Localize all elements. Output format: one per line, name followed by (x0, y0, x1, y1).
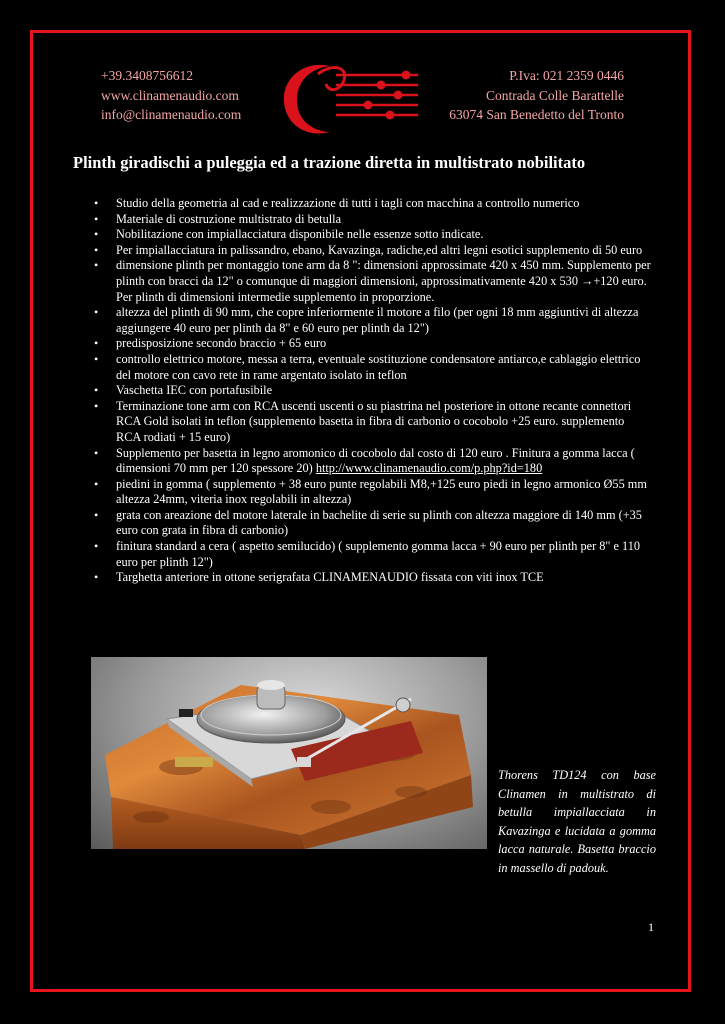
list-item: • Vaschetta IEC con portafusibile (116, 383, 651, 399)
page-title: Plinth giradischi a puleggia ed a trazione diretta in multistrato nobilitato (73, 153, 586, 172)
company-info-block (449, 66, 624, 125)
list-item: • Materiale di costruzione multistrato di betulla (116, 212, 651, 228)
turntable-photo (91, 657, 487, 849)
list-item: • controllo elettrico motore, messa a terra, eventuale sostituzione condensatore antiarco,e cablaggio elettrico del motore con cavo rete in rame argentato isolato in teflon (116, 352, 651, 383)
list-item: • Targhetta anteriore in ottone serigrafata CLINAMENAUDIO fissata con viti inox TCE (116, 570, 651, 586)
contact-block (101, 66, 241, 125)
list-item: • finitura standard a cera ( aspetto semilucido) ( supplemento gomma lacca + 90 euro per plinth per 8" e 110 euro per plinth 12") (116, 539, 651, 570)
photo-caption: Thorens TD124 con base Clinamen in multistrato di betulla impiallacciata in Kavazinga e lucidata a gomma lacca naturale. Basetta braccio in massello di padouk. (498, 768, 656, 875)
page-number: 1 (648, 920, 654, 934)
list-item: • predisposizione secondo braccio + 65 euro (116, 336, 651, 352)
clinamen-logo (278, 58, 428, 140)
email-text: info@clinamenaudio.com (101, 107, 242, 122)
website-text: www.clinamenaudio.com (101, 87, 239, 103)
list-item: • Nobilitazione con impiallacciatura disponibile nelle essenze sotto indicate. (116, 227, 651, 243)
vat-number: P.Iva: 021 2359 0446 (509, 68, 624, 83)
street-address: Contrada Colle Barattelle (486, 87, 624, 103)
list-item: • dimensione plinth per montaggio tone arm da 8 ": dimensioni approssimate 420 x 450 mm. Supplemento per plinth con bracci da 12" o comunque di maggiori dimensioni, approssimativamente 420 x 530 →+120 euro. Per plinth di dimensioni intermedie supplemento in proporzione. (116, 258, 651, 305)
list-item: • Per impiallacciatura in palissandro, ebano, Kavazinga, radiche,ed altri legni esotici supplemento di 50 euro (116, 243, 651, 259)
list-item (116, 446, 651, 477)
list-item: • Studio della geometria al cad e realizzazione di tutti i tagli con macchina a controllo numerico (116, 196, 651, 212)
feature-list (116, 196, 651, 586)
list-item: • Terminazione tone arm con RCA uscenti uscenti o su piastrina nel posteriore in ottone recante connettori RCA Gold isolati in teflon (supplemento basetta in fibra di carbonio o cocobolo +25 euro. supplemento RCA rodiati + 15 euro) (116, 399, 651, 446)
product-link[interactable]: http://www.clinamenaudio.com/p.php?id=180 (315, 461, 543, 476)
city-address: 63074 San Benedetto del Tronto (449, 107, 624, 122)
list-item: • piedini in gomma ( supplemento + 38 euro punte regolabili M8,+125 euro piedi in legno armonico Ø55 mm altezza 24mm, viteria inox regolabili in altezza) (116, 477, 651, 508)
list-item: • grata con areazione del motore laterale in bachelite di serie su plinth con altezza maggiore di 140 mm (+35 euro con grata in fibra di carbonio) (116, 508, 651, 539)
list-item: • altezza del plinth di 90 mm, che copre inferiormente il motore a filo (per ogni 18 mm aggiuntivi di altezza aggiungere 40 euro per plinth da 8" e 60 euro per plinth da 12") (116, 305, 651, 336)
list-item-text: Supplemento per basetta in legno aromonico di cocobolo dal costo di 120 euro . Finitura a gomma lacca ( dimensioni 70 mm per 120 spessore 20) (116, 445, 635, 476)
phone-number: +39.3408756612 (101, 68, 193, 83)
